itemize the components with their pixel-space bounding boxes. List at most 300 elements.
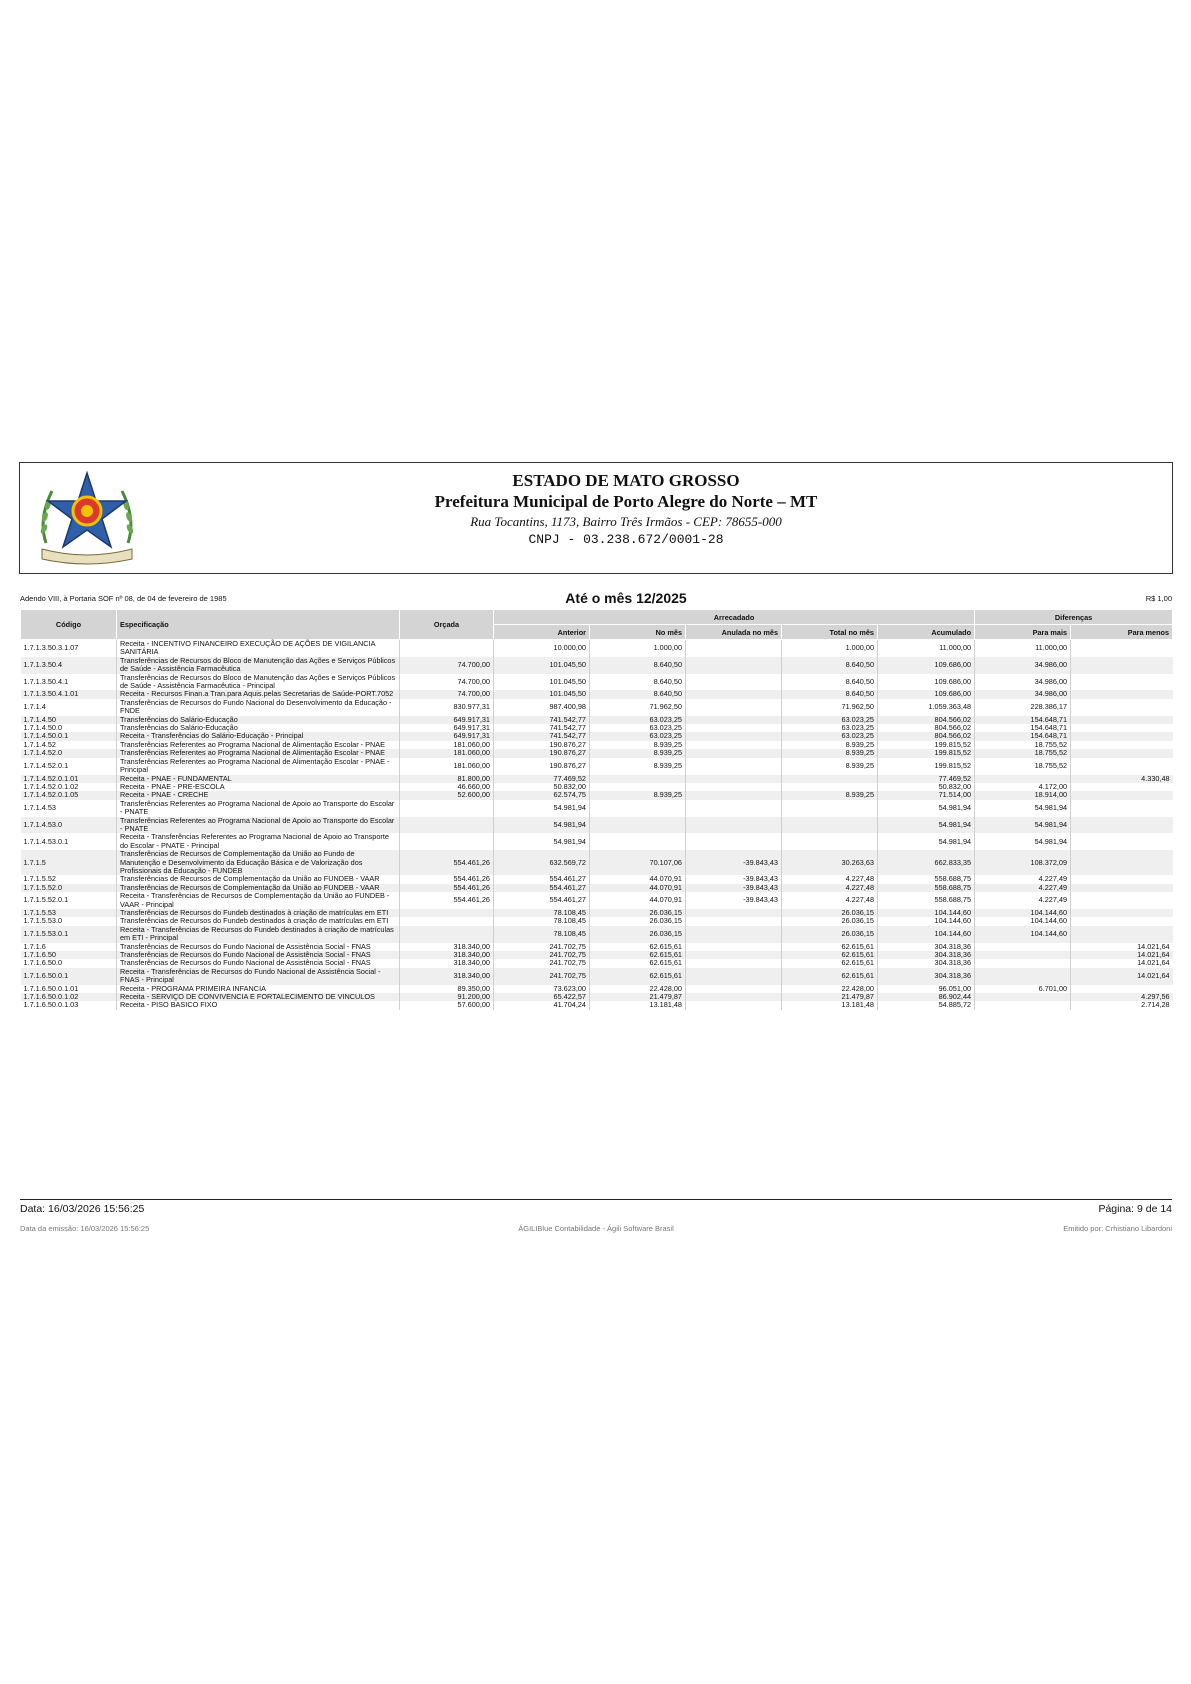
cell-total-mes: 26.036,15 — [782, 926, 878, 943]
cell-orcada — [400, 800, 494, 817]
cell-anterior: 101.045,50 — [494, 674, 590, 691]
cell-codigo: 1.7.1.5.52.0.1 — [21, 892, 117, 909]
cell-orcada — [400, 640, 494, 657]
cell-anterior: 50.832,00 — [494, 783, 590, 791]
cell-codigo: 1.7.1.4.53.0 — [21, 817, 117, 834]
cell-acumulado: 804.566,02 — [878, 732, 975, 740]
cell-para-mais: 6.701,00 — [975, 985, 1071, 993]
cell-no-mes: 71.962,50 — [590, 699, 686, 716]
cell-total-mes: 13.181,48 — [782, 1001, 878, 1009]
cell-especificacao: Receita - INCENTIVO FINANCEIRO EXECUÇÃO DE AÇÕES DE VIGILANCIA SANITÁRIA — [117, 640, 400, 657]
cell-orcada — [400, 817, 494, 834]
table-row — [21, 1001, 1173, 1009]
cell-para-mais: 104.144,60 — [975, 909, 1071, 917]
cell-anterior: 10.000,00 — [494, 640, 590, 657]
cell-anulada — [686, 724, 782, 732]
cell-para-mais: 4.227,49 — [975, 892, 1071, 909]
cell-anterior: 54.981,94 — [494, 800, 590, 817]
cell-orcada: 554.461,26 — [400, 884, 494, 892]
cell-total-mes: 63.023,25 — [782, 724, 878, 732]
cell-para-menos — [1071, 817, 1173, 834]
cell-para-menos — [1071, 640, 1173, 657]
cell-codigo: 1.7.1.6.50 — [21, 951, 117, 959]
cell-anulada — [686, 741, 782, 749]
cell-acumulado: 558.688,75 — [878, 892, 975, 909]
cell-especificacao: Transferências Referentes ao Programa Nacional de Alimentação Escolar - PNAE — [117, 741, 400, 749]
cell-no-mes — [590, 775, 686, 783]
cell-anterior: 741.542,77 — [494, 732, 590, 740]
cell-acumulado: 50.832,00 — [878, 783, 975, 791]
cell-anulada — [686, 674, 782, 691]
cell-anterior: 65.422,57 — [494, 993, 590, 1001]
cell-total-mes — [782, 800, 878, 817]
cell-total-mes: 63.023,25 — [782, 732, 878, 740]
cell-anterior: 78.108,45 — [494, 926, 590, 943]
cell-anulada — [686, 943, 782, 951]
table-body — [21, 640, 1173, 1010]
cell-codigo: 1.7.1.4.50.0 — [21, 724, 117, 732]
cell-acumulado: 558.688,75 — [878, 884, 975, 892]
cell-especificacao: Receita - Recursos Finan.a Tran.para Aquis.pelas Secretarias de Saúde-PORT.7052 — [117, 690, 400, 698]
cell-orcada: 649.917,31 — [400, 732, 494, 740]
cell-para-menos — [1071, 657, 1173, 674]
cell-para-mais — [975, 993, 1071, 1001]
cell-codigo: 1.7.1.4.52.0 — [21, 749, 117, 757]
cell-anterior: 190.876,27 — [494, 758, 590, 775]
cell-especificacao: Receita - PNAE - PRE-ESCOLA — [117, 783, 400, 791]
cell-no-mes: 63.023,25 — [590, 732, 686, 740]
cell-anterior: 241.702,75 — [494, 968, 590, 985]
cell-para-menos: 4.297,56 — [1071, 993, 1173, 1001]
cell-para-menos — [1071, 791, 1173, 799]
col-acumulado: Acumulado — [878, 625, 975, 640]
cell-anterior: 741.542,77 — [494, 724, 590, 732]
footer-software: ÁGILIBlue Contabilidade - Ágili Software Brasil — [518, 1224, 674, 1233]
cell-orcada: 318.340,00 — [400, 968, 494, 985]
cell-acumulado: 304.318,36 — [878, 959, 975, 967]
cell-anulada — [686, 775, 782, 783]
cell-no-mes: 26.036,15 — [590, 909, 686, 917]
cell-no-mes: 62.615,61 — [590, 968, 686, 985]
cell-total-mes: 1.000,00 — [782, 640, 878, 657]
cell-codigo: 1.7.1.5.53.0.1 — [21, 926, 117, 943]
cell-acumulado: 662.833,35 — [878, 850, 975, 875]
cell-orcada: 318.340,00 — [400, 943, 494, 951]
cell-codigo: 1.7.1.5.52 — [21, 875, 117, 883]
cell-anterior: 554.461,27 — [494, 884, 590, 892]
cell-especificacao: Receita - Transferências de Recursos do Fundo Nacional de Assistência Social - FNAS - Principal — [117, 968, 400, 985]
cell-especificacao: Transferências de Recursos de Complementação da União ao FUNDEB - VAAR — [117, 884, 400, 892]
cell-codigo: 1.7.1.3.50.4.1 — [21, 674, 117, 691]
cell-anterior: 77.469,52 — [494, 775, 590, 783]
cell-para-menos — [1071, 699, 1173, 716]
cell-para-menos — [1071, 875, 1173, 883]
cell-especificacao: Transferências de Recursos do Fundo Nacional do Desenvolvimento da Educação - FNDE — [117, 699, 400, 716]
cell-codigo: 1.7.1.4.53.0.1 — [21, 833, 117, 850]
cell-no-mes: 62.615,61 — [590, 943, 686, 951]
cell-no-mes — [590, 833, 686, 850]
cell-codigo: 1.7.1.4.52.0.1 — [21, 758, 117, 775]
cell-codigo: 1.7.1.4.50 — [21, 716, 117, 724]
cell-total-mes: 8.939,25 — [782, 791, 878, 799]
cell-anulada — [686, 1001, 782, 1009]
cell-especificacao: Transferências de Recursos do Fundo Nacional de Assistência Social - FNAS — [117, 951, 400, 959]
cell-orcada: 181.060,00 — [400, 749, 494, 757]
cell-no-mes: 8.939,25 — [590, 741, 686, 749]
cell-especificacao: Transferências de Recursos de Complementação da União ao Fundo de Manutenção e Desenvolvimento da Educação Básica e de Valorização dos Profissionais da Educação - FUNDEB — [117, 850, 400, 875]
cell-acumulado: 804.566,02 — [878, 716, 975, 724]
cell-anulada — [686, 985, 782, 993]
cell-total-mes: 62.615,61 — [782, 943, 878, 951]
cell-anulada: -39.843,43 — [686, 892, 782, 909]
cell-codigo: 1.7.1.6.50.0.1.01 — [21, 985, 117, 993]
cell-para-mais: 34.986,00 — [975, 657, 1071, 674]
cell-especificacao: Receita - PROGRAMA PRIMEIRA INFANCIA — [117, 985, 400, 993]
cell-no-mes: 1.000,00 — [590, 640, 686, 657]
col-codigo: Código — [21, 610, 117, 640]
cell-total-mes: 62.615,61 — [782, 959, 878, 967]
cell-codigo: 1.7.1.6.50.0.1.03 — [21, 1001, 117, 1009]
cell-para-menos — [1071, 917, 1173, 925]
cell-acumulado: 109.686,00 — [878, 690, 975, 698]
cell-especificacao: Receita - PNAE - CRECHE — [117, 791, 400, 799]
cell-total-mes: 26.036,15 — [782, 909, 878, 917]
cell-especificacao: Receita - Transferências do Salário-Educação - Principal — [117, 732, 400, 740]
cell-acumulado: 104.144,60 — [878, 917, 975, 925]
cell-acumulado: 109.686,00 — [878, 657, 975, 674]
cell-para-mais: 54.981,94 — [975, 833, 1071, 850]
cell-total-mes: 22.428,00 — [782, 985, 878, 993]
cell-no-mes: 44.070,91 — [590, 875, 686, 883]
cell-orcada: 830.977,31 — [400, 699, 494, 716]
cell-no-mes: 44.070,91 — [590, 884, 686, 892]
cell-no-mes: 8.640,50 — [590, 674, 686, 691]
col-orcada: Orçada — [400, 610, 494, 640]
cell-especificacao: Receita - Transferências de Recursos do Fundeb destinados à criação de matrículas em ETI - Principal — [117, 926, 400, 943]
cell-para-menos — [1071, 892, 1173, 909]
col-no-mes: No mês — [590, 625, 686, 640]
cell-anterior: 101.045,50 — [494, 657, 590, 674]
cell-acumulado: 104.144,60 — [878, 909, 975, 917]
cell-para-mais — [975, 959, 1071, 967]
cell-total-mes: 71.962,50 — [782, 699, 878, 716]
cell-para-mais: 4.227,49 — [975, 875, 1071, 883]
cell-para-menos — [1071, 724, 1173, 732]
cell-orcada: 554.461,26 — [400, 875, 494, 883]
cell-anulada — [686, 968, 782, 985]
col-total-mes: Total no mês — [782, 625, 878, 640]
cell-especificacao: Transferências de Recursos do Fundo Nacional de Assistência Social - FNAS — [117, 959, 400, 967]
cell-anulada — [686, 657, 782, 674]
cell-no-mes: 13.181,48 — [590, 1001, 686, 1009]
cell-acumulado: 104.144,60 — [878, 926, 975, 943]
cell-total-mes: 8.640,50 — [782, 690, 878, 698]
cell-total-mes: 8.939,25 — [782, 741, 878, 749]
cell-orcada: 57.600,00 — [400, 1001, 494, 1009]
cell-para-mais: 154.648,71 — [975, 724, 1071, 732]
cell-especificacao: Transferências do Salário-Educação — [117, 724, 400, 732]
table-row — [21, 968, 1173, 985]
cell-acumulado: 199.815,52 — [878, 758, 975, 775]
cell-especificacao: Transferências de Recursos do Fundo Nacional de Assistência Social - FNAS — [117, 943, 400, 951]
cell-para-mais: 104.144,60 — [975, 917, 1071, 925]
cell-acumulado: 77.469,52 — [878, 775, 975, 783]
cell-codigo: 1.7.1.4.53 — [21, 800, 117, 817]
cell-anterior: 190.876,27 — [494, 749, 590, 757]
cell-acumulado: 804.566,02 — [878, 724, 975, 732]
cell-para-mais: 18.755,52 — [975, 749, 1071, 757]
cell-anulada — [686, 926, 782, 943]
col-group-diferencas: Diferenças — [975, 610, 1173, 625]
cell-para-mais: 18.914,00 — [975, 791, 1071, 799]
cell-acumulado: 54.981,94 — [878, 833, 975, 850]
cell-para-mais: 104.144,60 — [975, 926, 1071, 943]
cell-para-menos — [1071, 884, 1173, 892]
cell-codigo: 1.7.1.5.53 — [21, 909, 117, 917]
cell-anulada — [686, 783, 782, 791]
cell-total-mes: 63.023,25 — [782, 716, 878, 724]
cell-anulada — [686, 640, 782, 657]
cell-total-mes: 4.227,48 — [782, 884, 878, 892]
col-anulada: Anulada no mês — [686, 625, 782, 640]
cell-para-menos: 14.021,64 — [1071, 959, 1173, 967]
cell-anterior: 41.704,24 — [494, 1001, 590, 1009]
cell-orcada — [400, 917, 494, 925]
cell-para-menos — [1071, 850, 1173, 875]
cell-para-mais: 34.986,00 — [975, 690, 1071, 698]
cell-acumulado: 11.000,00 — [878, 640, 975, 657]
cell-anterior: 241.702,75 — [494, 943, 590, 951]
cell-codigo: 1.7.1.3.50.4 — [21, 657, 117, 674]
cell-para-menos — [1071, 674, 1173, 691]
col-group-arrecadado: Arrecadado — [494, 610, 975, 625]
cell-anulada — [686, 993, 782, 1001]
cell-acumulado: 1.059.363,48 — [878, 699, 975, 716]
cell-anulada — [686, 699, 782, 716]
cell-anterior: 741.542,77 — [494, 716, 590, 724]
cell-anterior: 554.461,27 — [494, 892, 590, 909]
cell-para-mais: 18.755,52 — [975, 741, 1071, 749]
cell-no-mes: 8.939,25 — [590, 749, 686, 757]
footer-page: Página: 9 de 14 — [1098, 1203, 1172, 1215]
cell-acumulado: 109.686,00 — [878, 674, 975, 691]
cell-para-menos — [1071, 749, 1173, 757]
cell-para-mais: 4.227,49 — [975, 884, 1071, 892]
cell-anulada: -39.843,43 — [686, 884, 782, 892]
cell-orcada: 181.060,00 — [400, 741, 494, 749]
cell-para-menos — [1071, 758, 1173, 775]
cell-total-mes: 21.479,87 — [782, 993, 878, 1001]
cell-anulada — [686, 833, 782, 850]
cell-codigo: 1.7.1.6.50.0.1 — [21, 968, 117, 985]
table-row — [21, 850, 1173, 875]
cell-para-menos — [1071, 909, 1173, 917]
cell-para-menos — [1071, 833, 1173, 850]
cell-acumulado: 54.981,94 — [878, 800, 975, 817]
cell-codigo: 1.7.1.4.52.0.1.01 — [21, 775, 117, 783]
cell-anterior: 632.569,72 — [494, 850, 590, 875]
cell-para-mais — [975, 968, 1071, 985]
cell-no-mes — [590, 817, 686, 834]
cell-codigo: 1.7.1.4.50.0.1 — [21, 732, 117, 740]
cell-especificacao: Receita - SERVIÇO DE CONVIVENCIA E FORTALECIMENTO DE VINCULOS — [117, 993, 400, 1001]
cell-anulada — [686, 800, 782, 817]
footer-date: Data: 16/03/2026 15:56:25 — [20, 1203, 145, 1215]
cell-para-menos — [1071, 716, 1173, 724]
cell-anterior: 62.574,75 — [494, 791, 590, 799]
cell-orcada: 91.200,00 — [400, 993, 494, 1001]
cell-especificacao: Transferências de Recursos do Fundeb destinados à criação de matrículas em ETI — [117, 917, 400, 925]
cell-codigo: 1.7.1.6.50.0.1.02 — [21, 993, 117, 1001]
cell-codigo: 1.7.1.4 — [21, 699, 117, 716]
cell-total-mes: 8.640,50 — [782, 674, 878, 691]
cell-especificacao: Transferências de Recursos do Bloco de Manutenção das Ações e Serviços Públicos de Saúde - Assistência Farmacêutica — [117, 657, 400, 674]
cell-anterior: 78.108,45 — [494, 909, 590, 917]
cell-codigo: 1.7.1.5.52.0 — [21, 884, 117, 892]
cell-anulada: -39.843,43 — [686, 850, 782, 875]
cell-anulada — [686, 951, 782, 959]
period-title: Até o mês 12/2025 — [565, 590, 687, 606]
cnpj-line: CNPJ - 03.238.672/0001-28 — [528, 532, 724, 547]
cell-anulada — [686, 732, 782, 740]
cell-para-mais: 54.981,94 — [975, 817, 1071, 834]
cell-no-mes: 8.939,25 — [590, 791, 686, 799]
cell-codigo: 1.7.1.4.52.0.1.05 — [21, 791, 117, 799]
cell-no-mes: 21.479,87 — [590, 993, 686, 1001]
cell-acumulado: 96.051,00 — [878, 985, 975, 993]
cell-para-menos: 14.021,64 — [1071, 951, 1173, 959]
cell-acumulado: 71.514,00 — [878, 791, 975, 799]
cell-no-mes: 70.107,06 — [590, 850, 686, 875]
cell-acumulado: 199.815,52 — [878, 741, 975, 749]
cell-anulada: -39.843,43 — [686, 875, 782, 883]
cell-total-mes: 26.036,15 — [782, 917, 878, 925]
footer-meta — [20, 1224, 1172, 1233]
cell-especificacao: Transferências do Salário-Educação — [117, 716, 400, 724]
cell-para-menos: 14.021,64 — [1071, 943, 1173, 951]
cell-orcada: 46.660,00 — [400, 783, 494, 791]
cell-anulada — [686, 791, 782, 799]
report-subheader — [20, 592, 1172, 610]
cell-especificacao: Transferências Referentes ao Programa Nacional de Alimentação Escolar - PNAE - Principal — [117, 758, 400, 775]
cell-acumulado: 304.318,36 — [878, 968, 975, 985]
cell-anulada — [686, 909, 782, 917]
cell-total-mes: 8.640,50 — [782, 657, 878, 674]
cell-anterior: 241.702,75 — [494, 959, 590, 967]
cell-anterior: 101.045,50 — [494, 690, 590, 698]
cell-para-menos: 2.714,28 — [1071, 1001, 1173, 1009]
table-row — [21, 699, 1173, 716]
cell-orcada: 74.700,00 — [400, 657, 494, 674]
table-row — [21, 800, 1173, 817]
cell-orcada: 554.461,26 — [400, 892, 494, 909]
cell-para-mais: 228.386,17 — [975, 699, 1071, 716]
col-para-menos: Para menos — [1071, 625, 1173, 640]
cell-especificacao: Transferências Referentes ao Programa Nacional de Alimentação Escolar - PNAE — [117, 749, 400, 757]
cell-para-mais: 18.755,52 — [975, 758, 1071, 775]
address-line: Rua Tocantins, 1173, Bairro Três Irmãos - CEP: 78655-000 — [470, 514, 782, 529]
cell-no-mes: 62.615,61 — [590, 951, 686, 959]
currency-unit: R$ 1,00 — [1145, 594, 1172, 603]
cell-especificacao: Transferências de Recursos do Fundeb destinados à criação de matrículas em ETI — [117, 909, 400, 917]
cell-codigo: 1.7.1.6 — [21, 943, 117, 951]
cell-total-mes: 8.939,25 — [782, 749, 878, 757]
cell-anulada — [686, 749, 782, 757]
cell-para-mais — [975, 1001, 1071, 1009]
cell-para-mais — [975, 943, 1071, 951]
footer-emission: Data da emissão: 16/03/2026 15:56:25 — [20, 1224, 150, 1233]
report-header — [19, 462, 1173, 574]
cell-no-mes: 26.036,15 — [590, 926, 686, 943]
cell-orcada: 52.600,00 — [400, 791, 494, 799]
cell-acumulado: 54.981,94 — [878, 817, 975, 834]
table-row — [21, 758, 1173, 775]
table-row — [21, 892, 1173, 909]
cell-no-mes: 63.023,25 — [590, 716, 686, 724]
cell-acumulado: 54.885,72 — [878, 1001, 975, 1009]
cell-para-mais: 4.172,00 — [975, 783, 1071, 791]
cell-especificacao: Transferências de Recursos do Bloco de Manutenção das Ações e Serviços Públicos de Saúde - Assistência Farmacêutica - Principal — [117, 674, 400, 691]
cell-orcada: 89.350,00 — [400, 985, 494, 993]
cell-especificacao: Receita - Transferências Referentes ao Programa Nacional de Apoio ao Transporte do Escolar - PNATE - Principal — [117, 833, 400, 850]
table-row — [21, 817, 1173, 834]
cell-no-mes: 8.939,25 — [590, 758, 686, 775]
cell-anulada — [686, 716, 782, 724]
cell-para-mais: 154.648,71 — [975, 732, 1071, 740]
cell-no-mes: 44.070,91 — [590, 892, 686, 909]
cell-para-mais: 34.986,00 — [975, 674, 1071, 691]
revenue-table — [20, 609, 1173, 1010]
cell-anterior: 54.981,94 — [494, 833, 590, 850]
footer-divider — [20, 1199, 1172, 1200]
cell-total-mes: 62.615,61 — [782, 951, 878, 959]
cell-orcada: 181.060,00 — [400, 758, 494, 775]
cell-para-mais: 154.648,71 — [975, 716, 1071, 724]
cell-anterior: 54.981,94 — [494, 817, 590, 834]
cell-no-mes: 8.640,50 — [590, 690, 686, 698]
cell-codigo: 1.7.1.4.52.0.1.02 — [21, 783, 117, 791]
cell-anterior: 78.108,45 — [494, 917, 590, 925]
cell-para-menos: 4.330,48 — [1071, 775, 1173, 783]
cell-total-mes — [782, 775, 878, 783]
cell-para-menos — [1071, 732, 1173, 740]
cell-orcada: 649.917,31 — [400, 716, 494, 724]
cell-para-menos — [1071, 800, 1173, 817]
cell-codigo: 1.7.1.5 — [21, 850, 117, 875]
cell-acumulado: 304.318,36 — [878, 943, 975, 951]
prefeitura-title: Prefeitura Municipal de Porto Alegre do Norte – MT — [434, 492, 818, 511]
cell-no-mes: 62.615,61 — [590, 959, 686, 967]
cell-especificacao: Transferências Referentes ao Programa Nacional de Apoio ao Transporte do Escolar - PNATE — [117, 800, 400, 817]
cell-acumulado: 86.902,44 — [878, 993, 975, 1001]
cell-total-mes — [782, 817, 878, 834]
cell-para-mais: 54.981,94 — [975, 800, 1071, 817]
cell-no-mes: 8.640,50 — [590, 657, 686, 674]
cell-codigo: 1.7.1.4.52 — [21, 741, 117, 749]
table-row — [21, 657, 1173, 674]
table-row — [21, 833, 1173, 850]
cell-anulada — [686, 917, 782, 925]
cell-especificacao: Transferências de Recursos de Complementação da União ao FUNDEB - VAAR — [117, 875, 400, 883]
cell-no-mes: 22.428,00 — [590, 985, 686, 993]
cell-acumulado: 199.815,52 — [878, 749, 975, 757]
cell-orcada — [400, 909, 494, 917]
col-anterior: Anterior — [494, 625, 590, 640]
cell-especificacao: Transferências Referentes ao Programa Nacional de Apoio ao Transporte do Escolar - PNATE — [117, 817, 400, 834]
cell-codigo: 1.7.1.5.53.0 — [21, 917, 117, 925]
table-row — [21, 926, 1173, 943]
cell-anulada — [686, 817, 782, 834]
